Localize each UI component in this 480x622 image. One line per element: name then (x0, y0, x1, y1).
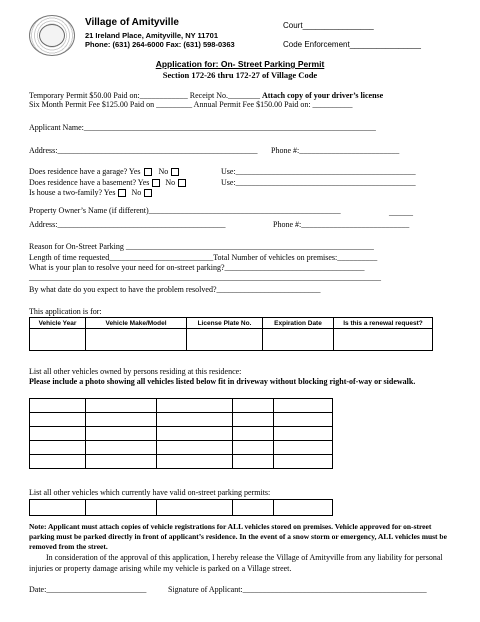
vehicle-table-intro: This application is for: (29, 307, 102, 316)
table-cell[interactable] (157, 399, 233, 413)
owner-phone-field[interactable]: Phone #:___________________________ (273, 220, 410, 229)
resolution-date-field[interactable]: By what date do you expect to have the problem resolved?__________________________ (29, 285, 321, 294)
basement-question-label: Does residence have a basement? Yes (29, 178, 150, 187)
table-cell[interactable] (274, 455, 333, 469)
table-cell[interactable] (30, 441, 86, 455)
table-cell[interactable] (86, 455, 157, 469)
temporary-permit-text: Temporary Permit $50.00 Paid on:____________ Receipt No.________ (29, 91, 260, 100)
table-cell[interactable] (30, 455, 86, 469)
garage-question (29, 167, 180, 176)
date-field[interactable]: Date:_________________________ (29, 585, 147, 594)
vehicle-table (29, 317, 433, 351)
signature-field[interactable]: Signature of Applicant:______________________________________________ (168, 585, 427, 594)
table-cell[interactable] (233, 399, 274, 413)
other-vehicles-intro: List all other vehicles owned by persons residing at this residence: (29, 367, 242, 376)
village-name: Village of Amityville (85, 17, 179, 28)
table-cell[interactable] (30, 413, 86, 427)
table-cell[interactable] (233, 427, 274, 441)
garage-no-label: No (158, 167, 169, 176)
applicant-phone-field[interactable]: Phone #:_________________________ (271, 146, 400, 155)
applicant-address-field[interactable]: Address:__________________________________________________ (29, 146, 258, 155)
table-cell[interactable] (233, 413, 274, 427)
owner-name-field[interactable]: Property Owner’s Name (if different)________________________________________________ (29, 206, 341, 215)
two-family-question-label: Is house a two-family? Yes (29, 188, 116, 197)
two-family-yes-checkbox[interactable] (118, 189, 126, 197)
table-row (30, 329, 433, 351)
resolution-plan-line2[interactable]: ________________________________________________________________________________________ (29, 273, 381, 282)
table-cell[interactable] (157, 427, 233, 441)
table-cell[interactable] (274, 427, 333, 441)
village-seal-logo (29, 15, 75, 56)
header-license-plate: License Plate No. (187, 318, 263, 329)
table-cell[interactable] (233, 500, 274, 516)
table-cell[interactable] (86, 500, 157, 516)
application-subtitle: Section 172-26 thru 172-27 of Village Code (162, 70, 318, 80)
table-cell[interactable] (157, 413, 233, 427)
header-vehicle-year: Vehicle Year (30, 318, 86, 329)
photo-instruction: Please include a photo showing all vehicles listed below fit in driveway without blocking right-of-way or sidewalk. (29, 377, 416, 386)
table-row (30, 441, 333, 455)
table-row (30, 455, 333, 469)
table-cell[interactable] (86, 413, 157, 427)
table-cell[interactable] (274, 413, 333, 427)
table-cell[interactable] (157, 500, 233, 516)
table-row (30, 399, 333, 413)
table-cell[interactable] (30, 427, 86, 441)
table-cell[interactable] (30, 500, 86, 516)
owner-name-field-tail: ______ (389, 208, 413, 217)
owner-address-field[interactable]: Address:__________________________________________ (29, 220, 226, 229)
village-address: 21 Ireland Place, Amityville, NY 11701 (85, 31, 218, 40)
table-cell[interactable] (334, 329, 433, 351)
valid-permits-table (29, 499, 333, 516)
length-and-vehicle-count-field[interactable]: Length of time requested__________________________Total Number of vehicles on premises:__________ (29, 253, 378, 262)
temporary-permit-line[interactable] (29, 91, 383, 100)
table-cell[interactable] (86, 399, 157, 413)
table-cell[interactable] (274, 399, 333, 413)
liability-release: In consideration of the approval of this application, I hereby release the Village of Amityville from any liability for personal injuries or property damage arising while my vehicle is parked on a Village street. (29, 553, 443, 573)
table-cell[interactable] (157, 455, 233, 469)
table-cell[interactable] (233, 441, 274, 455)
garage-no-checkbox[interactable] (171, 168, 179, 176)
header-make-model: Vehicle Make/Model (86, 318, 187, 329)
village-phone-fax: Phone: (631) 264-6000 Fax: (631) 598-0363 (85, 40, 235, 49)
permit-fees-line[interactable]: Six Month Permit Fee $125.00 Paid on _________ Annual Permit Fee $150.00 Paid on: __________ (29, 100, 353, 109)
header-expiration-date: Expiration Date (263, 318, 334, 329)
table-cell[interactable] (233, 455, 274, 469)
basement-no-label: No (165, 178, 176, 187)
table-row (30, 427, 333, 441)
garage-question-label: Does residence have a garage? Yes (29, 167, 141, 176)
table-cell[interactable] (30, 329, 86, 351)
table-cell[interactable] (86, 329, 187, 351)
table-cell[interactable] (157, 441, 233, 455)
basement-no-checkbox[interactable] (178, 179, 186, 187)
garage-use-field[interactable]: Use:_____________________________________________ (221, 167, 416, 176)
two-family-question (29, 188, 153, 197)
table-row (30, 413, 333, 427)
garage-yes-checkbox[interactable] (144, 168, 152, 176)
table-cell[interactable] (30, 399, 86, 413)
basement-use-field[interactable]: Use:_____________________________________________ (221, 178, 416, 187)
table-cell[interactable] (86, 441, 157, 455)
attach-license-note: Attach copy of your driver’s license (261, 91, 384, 100)
applicant-name-field[interactable]: Applicant Name:_________________________________________________________________________ (29, 123, 376, 132)
registration-note: Note: Applicant must attach copies of vehicle registrations for ALL vehicles stored on premises. Vehicle approved for on-street parking must be parked directly in front of applicant’s residence. In the event of a snow storm or emergency, ALL vehicles must be removed from the street. (29, 522, 447, 551)
basement-question (29, 178, 187, 187)
parking-reason-field[interactable]: Reason for On-Street Parking ______________________________________________________________ (29, 242, 374, 251)
table-cell[interactable] (187, 329, 263, 351)
vehicle-table-header-row (30, 318, 433, 329)
table-cell[interactable] (263, 329, 334, 351)
resolution-plan-field[interactable]: What is your plan to resolve your need for on-street parking?___________________________________ (29, 263, 365, 272)
other-vehicles-table (29, 398, 333, 469)
code-enforcement-field[interactable]: Code Enforcement________________ (283, 40, 421, 49)
basement-yes-checkbox[interactable] (152, 179, 160, 187)
header-renewal-request: Is this a renewal request? (334, 318, 433, 329)
valid-permits-intro: List all other vehicles which currently have valid on-street parking permits: (29, 488, 271, 497)
application-title: Application for: On- Street Parking Permit (155, 59, 325, 69)
court-field[interactable]: Court________________ (283, 21, 374, 30)
table-cell[interactable] (86, 427, 157, 441)
two-family-no-checkbox[interactable] (144, 189, 152, 197)
table-cell[interactable] (274, 500, 333, 516)
two-family-no-label: No (131, 188, 142, 197)
table-row (30, 500, 333, 516)
table-cell[interactable] (274, 441, 333, 455)
